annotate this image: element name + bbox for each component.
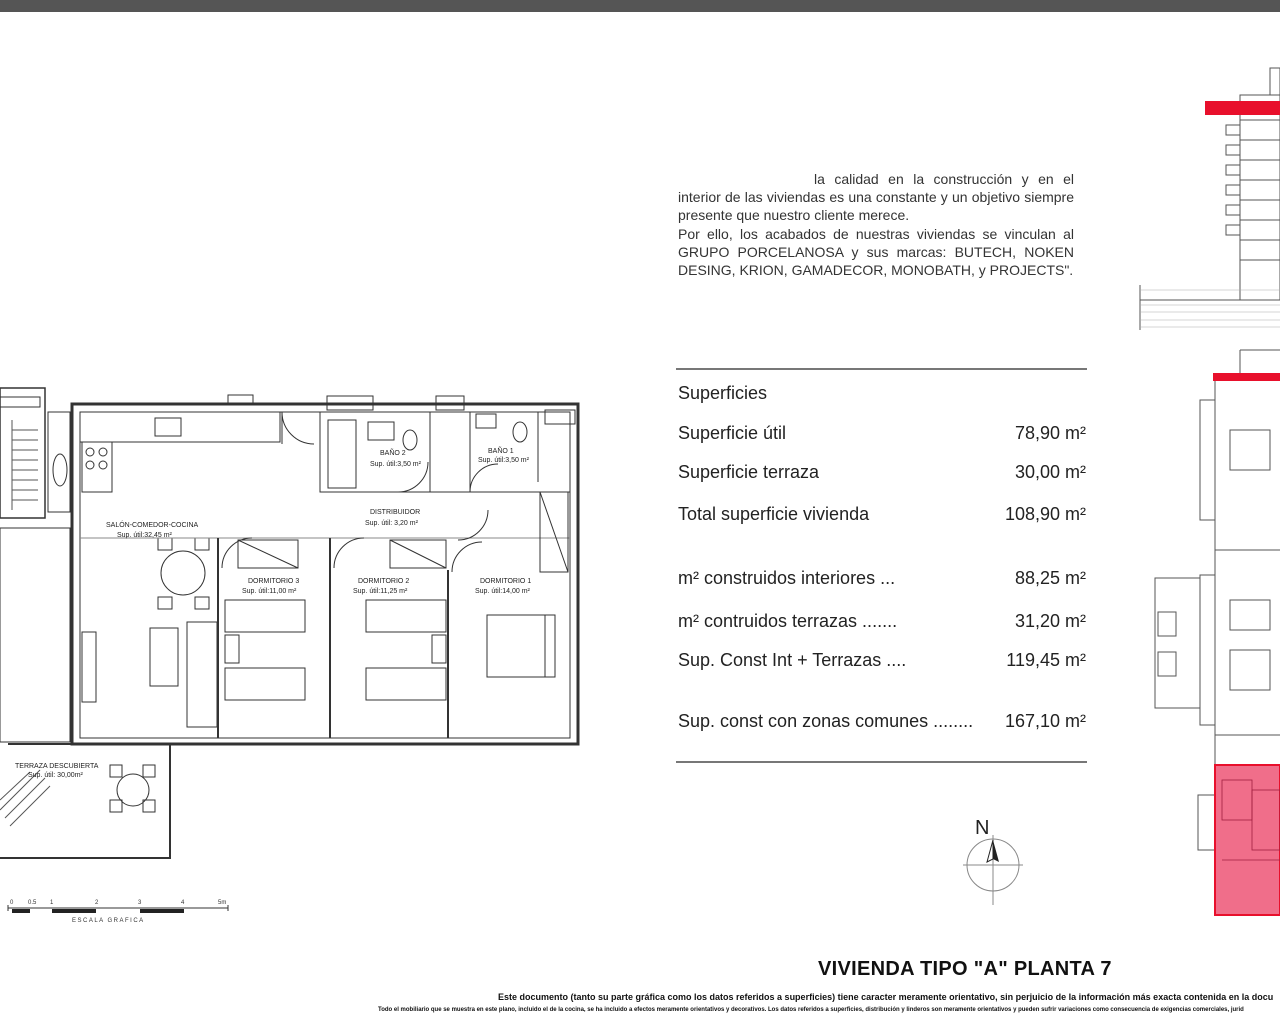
surface-value: 167,10 m² [1004, 711, 1086, 731]
room-name: DORMITORIO 3 [248, 578, 300, 585]
top-rule [676, 368, 1087, 370]
scale-tick: 3 [138, 900, 142, 906]
room-area: Sup. útil: 30,00m² [28, 772, 83, 779]
surface-label: m² contruidos terrazas ....... [678, 611, 898, 631]
bottom-rule [676, 761, 1087, 763]
surface-label: Total superficie vivienda [678, 504, 870, 524]
north-arrow [960, 810, 1030, 910]
surface-value: 78,90 m² [1014, 423, 1086, 443]
scale-tick: 1 [50, 900, 54, 906]
intro-paragraph-2: Por ello, los acabados de nuestras viviendas se vinculan al GRUPO PORCELANOSA y sus marcas: BUTECH, NOKEN DESING, KRION, GAMADECOR, MONOBATH, y PROJECTS". [678, 225, 1074, 279]
room-area: Sup. útil:11,00 m² [242, 588, 297, 595]
disclaimer-line-2: Todo el mobiliario que se muestra en este plano, incluido el de la cocina, se ha incluido a efectos meramente orientativos y decorativos. Los datos referidos a superficies, distribución y linderos son meramente orientativos y pueden sufrir variaciones como consecuencia de exigencias comerciales, jurid [378, 1007, 1244, 1013]
surfaces-title: Superficies [678, 383, 768, 403]
disclaimer-line-1: Este documento (tanto su parte gráfica como los datos referidos a superficies) tiene caracter meramente orientativo, sin perjuicio de la información más exacta contenida en la docu [498, 992, 1274, 1002]
scale-tick: 0.5 [28, 900, 37, 906]
top-bar [0, 0, 1280, 12]
room-name: BAÑO 2 [380, 450, 406, 457]
room-name: BAÑO 1 [488, 448, 514, 455]
room-name: DORMITORIO 1 [480, 578, 532, 585]
room-area: Sup. útil:3,50 m² [370, 461, 421, 468]
floor-key-plan [1150, 345, 1280, 920]
room-name: SALÓN-COMEDOR-COCINA [106, 522, 199, 529]
scale-label: ESCALA GRAFICA [72, 918, 145, 924]
room-area: Sup. útil:3,50 m² [478, 457, 529, 464]
intro-text [678, 170, 1074, 279]
surface-label: Superficie útil [678, 423, 787, 443]
surface-value: 119,45 m² [1006, 650, 1086, 670]
intro-paragraph-1: la calidad en la construcción y en el interior de las viviendas es una constante y un objetivo siempre presente que nuestro cliente merece. [678, 171, 1074, 224]
page-title: VIVIENDA TIPO "A" PLANTA 7 [818, 958, 1112, 980]
scale-tick: 5m [218, 900, 227, 906]
room-area: Sup. útil:32,45 m² [117, 532, 172, 539]
unit-highlight [1215, 765, 1280, 915]
floor-plan [0, 380, 600, 930]
room-area: Sup. útil:11,25 m² [353, 588, 408, 595]
north-label: N [975, 817, 990, 839]
room-name: DORMITORIO 2 [358, 578, 410, 585]
floor-highlight-bar [1205, 101, 1280, 115]
surface-value: 30,00 m² [1014, 462, 1086, 482]
surface-label: Sup. const con zonas comunes ........ [678, 711, 974, 731]
scale-tick: 2 [95, 900, 99, 906]
surface-value: 31,20 m² [1014, 611, 1086, 631]
room-area: Sup. útil: 3,20 m² [365, 520, 418, 527]
surface-value: 108,90 m² [1004, 504, 1086, 524]
scale-tick: 4 [181, 900, 185, 906]
scale-bar [8, 900, 228, 924]
surface-label: m² construidos interiores ... [678, 568, 896, 588]
scale-tick: 0 [10, 900, 14, 906]
room-name: DISTRIBUIDOR [370, 509, 421, 516]
surface-label: Superficie terraza [678, 462, 820, 482]
room-area: Sup. útil:14,00 m² [475, 588, 530, 595]
building-elevation [1130, 60, 1280, 335]
surface-label: Sup. Const Int + Terrazas .... [678, 650, 907, 670]
surface-value: 88,25 m² [1014, 568, 1086, 588]
room-name: TERRAZA DESCUBIERTA [15, 763, 99, 770]
